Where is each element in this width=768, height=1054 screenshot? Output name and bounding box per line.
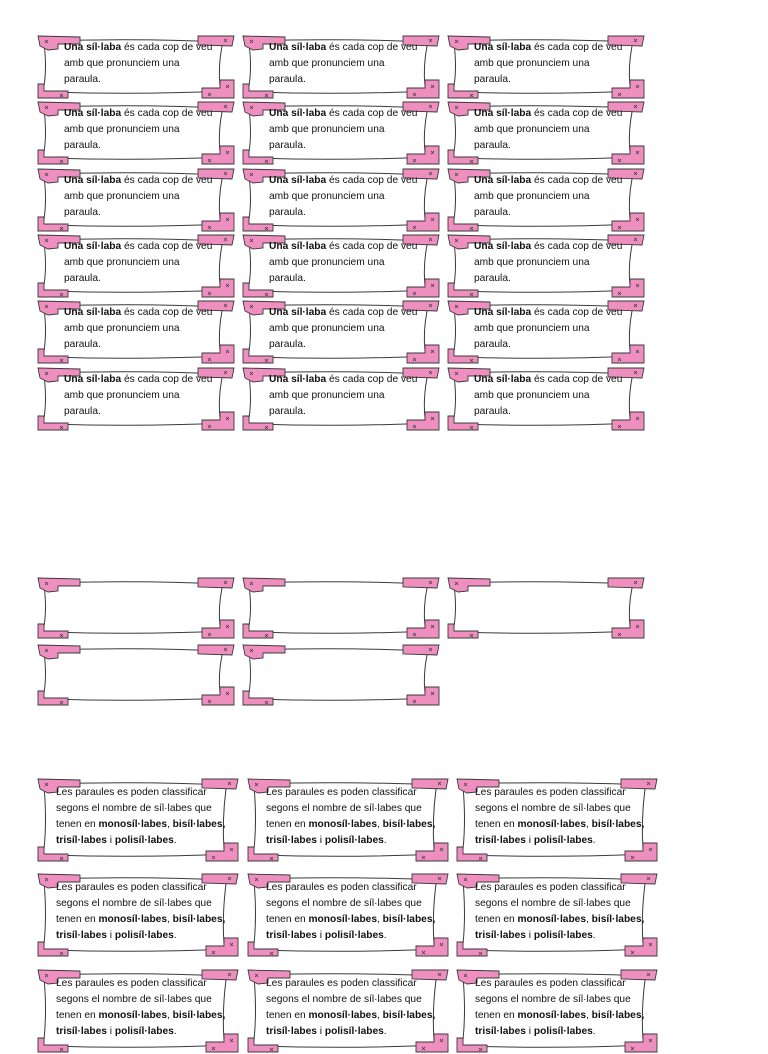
definition-line-3: paraula. xyxy=(269,339,306,350)
definition-text xyxy=(269,173,417,221)
classification-line-3 xyxy=(56,817,225,833)
term-syllable: Una síl·laba xyxy=(269,42,327,53)
definition-card-10 xyxy=(241,233,441,299)
term-polysyllables: polisíl·labes xyxy=(533,930,593,941)
classification-line-4 xyxy=(475,1024,644,1040)
blank-card-1 xyxy=(241,576,441,640)
classification-card-6 xyxy=(36,968,240,1054)
definition-text xyxy=(64,40,212,88)
term-monosyllables: monosíl·labes xyxy=(517,914,586,925)
separator: , xyxy=(586,819,592,830)
classification-line-4 xyxy=(266,928,435,944)
classification-text xyxy=(475,880,644,944)
definition-line-1-rest: és cada cop de veu xyxy=(326,307,418,318)
classification-line-3 xyxy=(266,1008,435,1024)
classification-line-4 xyxy=(475,928,644,944)
definition-text xyxy=(474,239,622,287)
definition-text xyxy=(474,305,622,353)
definition-line-1 xyxy=(64,305,212,321)
definition-line-3: paraula. xyxy=(474,140,511,151)
classification-line-3 xyxy=(56,912,225,928)
conjunction: i xyxy=(525,1026,534,1037)
separator: , xyxy=(586,1010,592,1021)
definition-line-3: paraula. xyxy=(64,339,101,350)
definition-line-2: amb que pronunciem una xyxy=(64,124,180,135)
conjunction: i xyxy=(316,1026,325,1037)
term-bisyllables: bisíl·labes xyxy=(382,1010,433,1021)
definition-line-1-rest: és cada cop de veu xyxy=(121,307,213,318)
definition-line-1-rest: és cada cop de veu xyxy=(326,374,418,385)
definition-line-1 xyxy=(269,40,417,56)
classification-line-3-pre: tenen en xyxy=(475,1010,518,1021)
definition-line-2: amb que pronunciem una xyxy=(474,323,590,334)
definition-line-1 xyxy=(269,305,417,321)
definition-line-1-rest: és cada cop de veu xyxy=(121,42,213,53)
definition-line-1 xyxy=(474,40,622,56)
term-monosyllables: monosíl·labes xyxy=(308,819,377,830)
term-trisyllables: trisíl·labes xyxy=(475,835,526,846)
term-trisyllables: trisíl·labes xyxy=(266,835,317,846)
definition-line-2: amb que pronunciem una xyxy=(269,323,385,334)
definition-text xyxy=(474,40,622,88)
classification-card-8 xyxy=(455,968,659,1054)
classification-line-4 xyxy=(266,833,435,849)
classification-line-4 xyxy=(56,1024,225,1040)
term-bisyllables: bisíl·labes xyxy=(591,819,642,830)
definition-card-2 xyxy=(446,34,646,100)
definition-line-3: paraula. xyxy=(269,74,306,85)
separator: , xyxy=(167,1010,173,1021)
period: . xyxy=(173,835,177,846)
definition-line-1-rest: és cada cop de veu xyxy=(531,42,623,53)
definition-line-2: amb que pronunciem una xyxy=(64,257,180,268)
classification-line-2: segons el nombre de síl·labes que xyxy=(266,803,422,814)
classification-line-3-pre: tenen en xyxy=(56,914,99,925)
conjunction: i xyxy=(106,1026,115,1037)
classification-line-2: segons el nombre de síl·labes que xyxy=(56,898,212,909)
classification-line-4 xyxy=(56,928,225,944)
period: . xyxy=(592,1026,596,1037)
definition-line-3: paraula. xyxy=(269,140,306,151)
definition-line-1 xyxy=(474,372,622,388)
classification-line-3-pre: tenen en xyxy=(56,819,99,830)
classification-text xyxy=(266,880,435,944)
definition-line-1 xyxy=(474,305,622,321)
definition-line-3: paraula. xyxy=(474,74,511,85)
definition-line-3: paraula. xyxy=(64,74,101,85)
definition-card-7 xyxy=(241,167,441,233)
term-syllable: Una síl·laba xyxy=(269,175,327,186)
period: . xyxy=(592,930,596,941)
definition-text xyxy=(64,239,212,287)
definition-text xyxy=(474,173,622,221)
definition-line-1-rest: és cada cop de veu xyxy=(121,175,213,186)
blank-card-2 xyxy=(446,576,646,640)
classification-line-1: Les paraules es poden classificar xyxy=(475,882,626,893)
term-trisyllables: trisíl·labes xyxy=(56,835,107,846)
definition-card-12 xyxy=(36,299,236,365)
definition-line-3: paraula. xyxy=(474,273,511,284)
definition-line-1 xyxy=(64,239,212,255)
classification-line-2: segons el nombre de síl·labes que xyxy=(475,994,631,1005)
classification-line-3 xyxy=(266,912,435,928)
conjunction: i xyxy=(316,835,325,846)
classification-line-2: segons el nombre de síl·labes que xyxy=(56,803,212,814)
definition-text xyxy=(474,372,622,420)
definition-line-2: amb que pronunciem una xyxy=(269,257,385,268)
classification-line-1: Les paraules es poden classificar xyxy=(266,882,417,893)
definition-line-2: amb que pronunciem una xyxy=(474,191,590,202)
definition-line-1-rest: és cada cop de veu xyxy=(326,175,418,186)
separator: , xyxy=(167,819,173,830)
classification-text xyxy=(475,785,644,849)
separator: , xyxy=(432,1010,436,1021)
definition-line-2: amb que pronunciem una xyxy=(474,58,590,69)
definition-line-1-rest: és cada cop de veu xyxy=(121,241,213,252)
classification-card-5 xyxy=(455,872,659,958)
definition-line-2: amb que pronunciem una xyxy=(269,390,385,401)
conjunction: i xyxy=(106,930,115,941)
classification-line-3 xyxy=(56,1008,225,1024)
classification-text xyxy=(266,785,435,849)
term-syllable: Una síl·laba xyxy=(474,108,532,119)
period: . xyxy=(383,930,387,941)
scroll-frame-icon xyxy=(36,643,236,707)
definition-line-3: paraula. xyxy=(64,207,101,218)
classification-line-3 xyxy=(266,817,435,833)
classification-line-1: Les paraules es poden classificar xyxy=(56,787,207,798)
definition-line-2: amb que pronunciem una xyxy=(474,257,590,268)
term-monosyllables: monosíl·labes xyxy=(517,819,586,830)
term-bisyllables: bisíl·labes xyxy=(382,819,433,830)
classification-line-1: Les paraules es poden classificar xyxy=(56,882,207,893)
term-polysyllables: polisíl·labes xyxy=(114,835,174,846)
term-bisyllables: bisíl·labes xyxy=(591,914,642,925)
conjunction: i xyxy=(316,930,325,941)
classification-card-0 xyxy=(36,777,240,863)
definition-line-1 xyxy=(474,239,622,255)
period: . xyxy=(173,1026,177,1037)
definition-card-3 xyxy=(36,100,236,166)
classification-line-1: Les paraules es poden classificar xyxy=(56,978,207,989)
term-monosyllables: monosíl·labes xyxy=(517,1010,586,1021)
classification-line-2: segons el nombre de síl·labes que xyxy=(475,803,631,814)
separator: , xyxy=(167,914,173,925)
definition-text xyxy=(64,305,212,353)
classification-line-3-pre: tenen en xyxy=(266,819,309,830)
separator: , xyxy=(222,819,226,830)
classification-line-3 xyxy=(475,1008,644,1024)
definition-text xyxy=(269,372,417,420)
term-trisyllables: trisíl·labes xyxy=(56,1026,107,1037)
definition-line-1-rest: és cada cop de veu xyxy=(531,175,623,186)
definition-text xyxy=(64,372,212,420)
definition-line-1 xyxy=(64,40,212,56)
scroll-frame-icon xyxy=(241,576,441,640)
scroll-frame-icon xyxy=(446,576,646,640)
classification-line-2: segons el nombre de síl·labes que xyxy=(266,898,422,909)
definition-text xyxy=(64,173,212,221)
classification-line-3 xyxy=(475,912,644,928)
definition-card-16 xyxy=(241,366,441,432)
term-syllable: Una síl·laba xyxy=(269,307,327,318)
definition-line-1 xyxy=(269,173,417,189)
classification-card-2 xyxy=(455,777,659,863)
scroll-frame-icon xyxy=(241,643,441,707)
classification-line-1: Les paraules es poden classificar xyxy=(266,978,417,989)
definition-line-1-rest: és cada cop de veu xyxy=(121,374,213,385)
definition-text xyxy=(269,106,417,154)
definition-line-2: amb que pronunciem una xyxy=(64,191,180,202)
term-syllable: Una síl·laba xyxy=(474,42,532,53)
classification-line-4 xyxy=(475,833,644,849)
term-syllable: Una síl·laba xyxy=(64,108,122,119)
term-polysyllables: polisíl·labes xyxy=(533,1026,593,1037)
blank-card-0 xyxy=(36,576,236,640)
conjunction: i xyxy=(525,930,534,941)
period: . xyxy=(383,835,387,846)
definition-line-3: paraula. xyxy=(269,273,306,284)
definition-line-2: amb que pronunciem una xyxy=(269,58,385,69)
classification-line-2: segons el nombre de síl·labes que xyxy=(266,994,422,1005)
term-monosyllables: monosíl·labes xyxy=(308,914,377,925)
classification-line-3-pre: tenen en xyxy=(475,914,518,925)
definition-text xyxy=(269,40,417,88)
classification-card-3 xyxy=(36,872,240,958)
separator: , xyxy=(641,819,645,830)
term-polysyllables: polisíl·labes xyxy=(533,835,593,846)
term-polysyllables: polisíl·labes xyxy=(114,930,174,941)
definition-card-1 xyxy=(241,34,441,100)
definition-line-1 xyxy=(269,106,417,122)
definition-line-1-rest: és cada cop de veu xyxy=(531,307,623,318)
definition-line-2: amb que pronunciem una xyxy=(64,58,180,69)
definition-card-11 xyxy=(446,233,646,299)
term-syllable: Una síl·laba xyxy=(474,175,532,186)
term-trisyllables: trisíl·labes xyxy=(266,930,317,941)
definition-line-2: amb que pronunciem una xyxy=(64,323,180,334)
definition-line-1 xyxy=(269,239,417,255)
classification-line-2: segons el nombre de síl·labes que xyxy=(475,898,631,909)
classification-line-1: Les paraules es poden classificar xyxy=(475,787,626,798)
definition-line-1 xyxy=(269,372,417,388)
separator: , xyxy=(586,914,592,925)
definition-line-1 xyxy=(64,372,212,388)
definition-line-3: paraula. xyxy=(64,140,101,151)
period: . xyxy=(383,1026,387,1037)
definition-text xyxy=(474,106,622,154)
definition-card-0 xyxy=(36,34,236,100)
definition-line-2: amb que pronunciem una xyxy=(64,390,180,401)
scroll-frame-icon xyxy=(36,576,236,640)
separator: , xyxy=(432,914,436,925)
term-syllable: Una síl·laba xyxy=(64,307,122,318)
definition-line-2: amb que pronunciem una xyxy=(474,124,590,135)
term-bisyllables: bisíl·labes xyxy=(172,819,223,830)
term-monosyllables: monosíl·labes xyxy=(308,1010,377,1021)
classification-card-1 xyxy=(246,777,450,863)
separator: , xyxy=(377,914,383,925)
classification-line-4 xyxy=(56,833,225,849)
term-monosyllables: monosíl·labes xyxy=(98,914,167,925)
definition-line-3: paraula. xyxy=(269,207,306,218)
classification-line-3-pre: tenen en xyxy=(56,1010,99,1021)
definition-line-1-rest: és cada cop de veu xyxy=(531,374,623,385)
definition-line-1 xyxy=(64,173,212,189)
classification-card-7 xyxy=(246,968,450,1054)
blank-card-4 xyxy=(241,643,441,707)
definition-card-14 xyxy=(446,299,646,365)
classification-line-3 xyxy=(475,817,644,833)
blank-card-3 xyxy=(36,643,236,707)
term-bisyllables: bisíl·labes xyxy=(172,1010,223,1021)
term-monosyllables: monosíl·labes xyxy=(98,1010,167,1021)
definition-line-1 xyxy=(64,106,212,122)
definition-text xyxy=(269,239,417,287)
term-syllable: Una síl·laba xyxy=(269,108,327,119)
term-bisyllables: bisíl·labes xyxy=(382,914,433,925)
definition-line-2: amb que pronunciem una xyxy=(269,124,385,135)
classification-line-4 xyxy=(266,1024,435,1040)
definition-card-15 xyxy=(36,366,236,432)
definition-line-1-rest: és cada cop de veu xyxy=(326,108,418,119)
definition-line-1-rest: és cada cop de veu xyxy=(326,241,418,252)
definition-line-3: paraula. xyxy=(64,406,101,417)
definition-card-6 xyxy=(36,167,236,233)
definition-line-1-rest: és cada cop de veu xyxy=(121,108,213,119)
term-syllable: Una síl·laba xyxy=(474,374,532,385)
definition-card-8 xyxy=(446,167,646,233)
definition-line-3: paraula. xyxy=(474,339,511,350)
classification-line-3-pre: tenen en xyxy=(266,914,309,925)
term-monosyllables: monosíl·labes xyxy=(98,819,167,830)
classification-line-1: Les paraules es poden classificar xyxy=(266,787,417,798)
separator: , xyxy=(641,1010,645,1021)
classification-text xyxy=(56,976,225,1040)
term-trisyllables: trisíl·labes xyxy=(56,930,107,941)
period: . xyxy=(173,930,177,941)
definition-line-2: amb que pronunciem una xyxy=(474,390,590,401)
term-bisyllables: bisíl·labes xyxy=(591,1010,642,1021)
term-trisyllables: trisíl·labes xyxy=(475,930,526,941)
separator: , xyxy=(641,914,645,925)
classification-text xyxy=(56,880,225,944)
term-syllable: Una síl·laba xyxy=(474,307,532,318)
definition-line-1-rest: és cada cop de veu xyxy=(531,108,623,119)
definition-line-1 xyxy=(474,173,622,189)
classification-line-3-pre: tenen en xyxy=(475,819,518,830)
definition-line-1-rest: és cada cop de veu xyxy=(531,241,623,252)
classification-line-2: segons el nombre de síl·labes que xyxy=(56,994,212,1005)
definition-card-13 xyxy=(241,299,441,365)
definition-line-3: paraula. xyxy=(64,273,101,284)
classification-text xyxy=(475,976,644,1040)
definition-card-17 xyxy=(446,366,646,432)
separator: , xyxy=(377,819,383,830)
term-polysyllables: polisíl·labes xyxy=(114,1026,174,1037)
term-syllable: Una síl·laba xyxy=(64,374,122,385)
classification-text xyxy=(266,976,435,1040)
definition-card-4 xyxy=(241,100,441,166)
separator: , xyxy=(432,819,436,830)
definition-line-3: paraula. xyxy=(474,207,511,218)
period: . xyxy=(592,835,596,846)
term-syllable: Una síl·laba xyxy=(64,175,122,186)
classification-line-1: Les paraules es poden classificar xyxy=(475,978,626,989)
definition-card-9 xyxy=(36,233,236,299)
term-syllable: Una síl·laba xyxy=(474,241,532,252)
term-syllable: Una síl·laba xyxy=(64,241,122,252)
definition-line-2: amb que pronunciem una xyxy=(269,191,385,202)
term-polysyllables: polisíl·labes xyxy=(324,930,384,941)
separator: , xyxy=(222,1010,226,1021)
definition-line-3: paraula. xyxy=(269,406,306,417)
definition-text xyxy=(64,106,212,154)
separator: , xyxy=(222,914,226,925)
term-polysyllables: polisíl·labes xyxy=(324,835,384,846)
term-trisyllables: trisíl·labes xyxy=(475,1026,526,1037)
separator: , xyxy=(377,1010,383,1021)
classification-card-4 xyxy=(246,872,450,958)
term-syllable: Una síl·laba xyxy=(64,42,122,53)
term-bisyllables: bisíl·labes xyxy=(172,914,223,925)
classification-text xyxy=(56,785,225,849)
conjunction: i xyxy=(106,835,115,846)
conjunction: i xyxy=(525,835,534,846)
definition-line-1 xyxy=(474,106,622,122)
term-trisyllables: trisíl·labes xyxy=(266,1026,317,1037)
term-syllable: Una síl·laba xyxy=(269,241,327,252)
definition-text xyxy=(269,305,417,353)
classification-line-3-pre: tenen en xyxy=(266,1010,309,1021)
definition-line-3: paraula. xyxy=(474,406,511,417)
definition-line-1-rest: és cada cop de veu xyxy=(326,42,418,53)
term-syllable: Una síl·laba xyxy=(269,374,327,385)
definition-card-5 xyxy=(446,100,646,166)
term-polysyllables: polisíl·labes xyxy=(324,1026,384,1037)
